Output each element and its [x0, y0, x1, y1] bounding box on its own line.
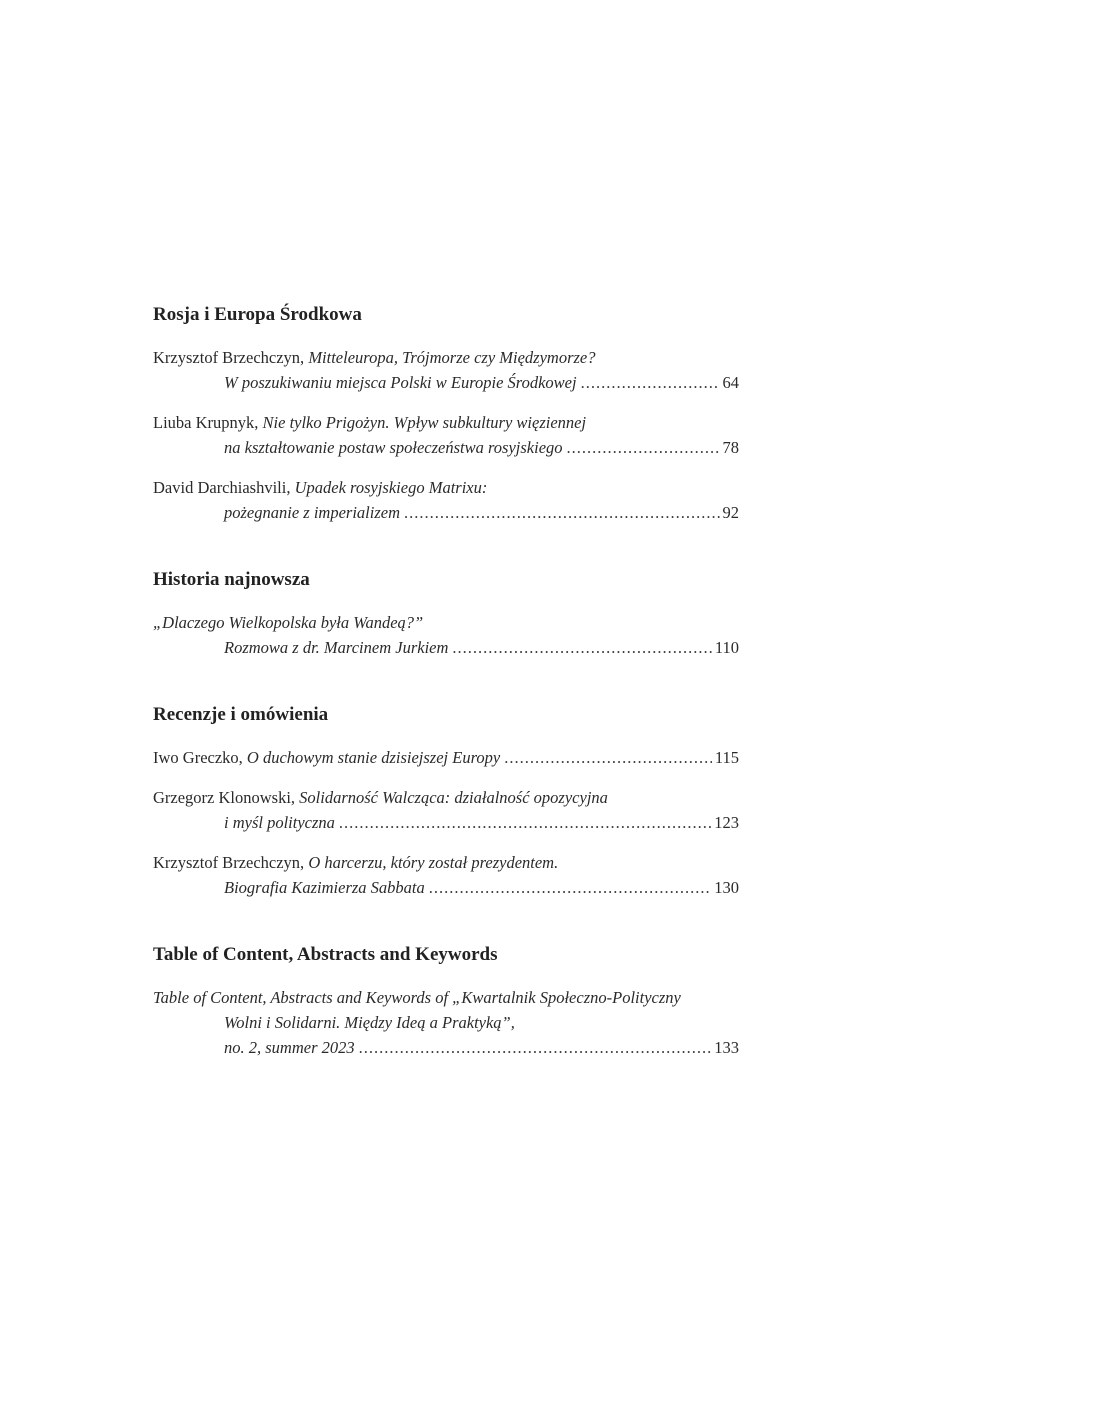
entry-last-line [153, 500, 739, 525]
dot-leader [359, 1035, 712, 1060]
entry-title: „Dlaczego Wielkopolska była Wandeą?” [153, 613, 424, 632]
entry-title: O duchowym stanie dzisiejszej Europy [246, 748, 501, 767]
page-number: 130 [714, 878, 739, 897]
entry-title: Upadek rosyjskiego Matrixu: [294, 478, 488, 497]
page-number: 92 [722, 503, 739, 522]
page-number: 115 [714, 748, 739, 767]
dot-leader [452, 635, 711, 660]
page-number: 64 [722, 373, 739, 392]
section-heading: Historia najnowsza [153, 569, 310, 590]
entry-first-line [153, 985, 739, 1010]
entry-title-continuation: pożegnanie z imperializem [224, 503, 400, 522]
entry-title: Mitteleuropa, Trójmorze czy Międzymorze? [308, 348, 596, 367]
entry-first-line [153, 345, 739, 370]
dot-leader [567, 435, 720, 460]
dot-leader [404, 500, 720, 525]
toc-entry[interactable] [153, 745, 739, 770]
entry-first-line [153, 610, 739, 635]
entry-title-continuation: W poszukiwaniu miejsca Polski w Europie Środkowej [224, 373, 577, 392]
page-number: 133 [714, 1038, 739, 1057]
entry-first-line [153, 410, 739, 435]
entry-author: Grzegorz Klonowski, [153, 788, 300, 807]
toc-section [153, 302, 739, 525]
toc-entry[interactable] [153, 785, 739, 835]
entry-last-line [153, 810, 739, 835]
dot-leader [504, 745, 712, 770]
page-number: 110 [714, 638, 739, 657]
page-number: 123 [714, 813, 739, 832]
page-number: 78 [722, 438, 739, 457]
dot-leader [429, 875, 711, 900]
toc-entry[interactable] [153, 850, 739, 900]
entry-last-line [153, 875, 739, 900]
entry-author: Krzysztof Brzechczyn, [153, 348, 309, 367]
entry-title-continuation: na kształtowanie postaw społeczeństwa rosyjskiego [224, 438, 563, 457]
toc-entry[interactable] [153, 410, 739, 460]
toc-section [153, 567, 739, 660]
entry-author: David Darchiashvili, [153, 478, 295, 497]
entry-title: O harcerzu, który został prezydentem. [308, 853, 559, 872]
entry-author: Liuba Krupnyk, [153, 413, 263, 432]
entry-last-line [153, 370, 739, 395]
entry-last-line [153, 635, 739, 660]
dot-leader [581, 370, 720, 395]
entry-title-continuation: Biografia Kazimierza Sabbata [224, 878, 425, 897]
toc-entry[interactable] [153, 475, 739, 525]
entry-title: Nie tylko Prigożyn. Wpływ subkultury więziennej [262, 413, 587, 432]
toc-entry[interactable] [153, 345, 739, 395]
section-heading: Recenzje i omówienia [153, 704, 329, 725]
dot-leader [339, 810, 711, 835]
entry-first-line [153, 475, 739, 500]
toc-entry[interactable] [153, 610, 739, 660]
entry-title-continuation: Rozmowa z dr. Marcinem Jurkiem [224, 638, 449, 657]
entry-title: Solidarność Walcząca: działalność opozycyjna [299, 788, 608, 807]
entry-author: Iwo Greczko, [153, 748, 247, 767]
section-heading: Table of Content, Abstracts and Keywords [153, 944, 498, 965]
toc-section [153, 942, 739, 1060]
entry-title-continuation: Wolni i Solidarni. Między Ideą a Praktyką”, [224, 1013, 515, 1032]
entry-line [153, 745, 739, 770]
toc-section [153, 702, 739, 900]
entry-last-line [153, 435, 739, 460]
table-of-contents [153, 302, 739, 1102]
toc-entry[interactable] [153, 985, 739, 1060]
entry-last-line [153, 1035, 739, 1060]
entry-title-continuation: i myśl polityczna [224, 813, 335, 832]
entry-author: Krzysztof Brzechczyn, [153, 853, 309, 872]
section-heading: Rosja i Europa Środkowa [153, 304, 362, 325]
entry-title: Table of Content, Abstracts and Keywords of „Kwartalnik Społeczno-Polityczny [153, 988, 681, 1007]
entry-first-line [153, 850, 739, 875]
entry-title-continuation: no. 2, summer 2023 [224, 1038, 355, 1057]
entry-first-line [153, 785, 739, 810]
